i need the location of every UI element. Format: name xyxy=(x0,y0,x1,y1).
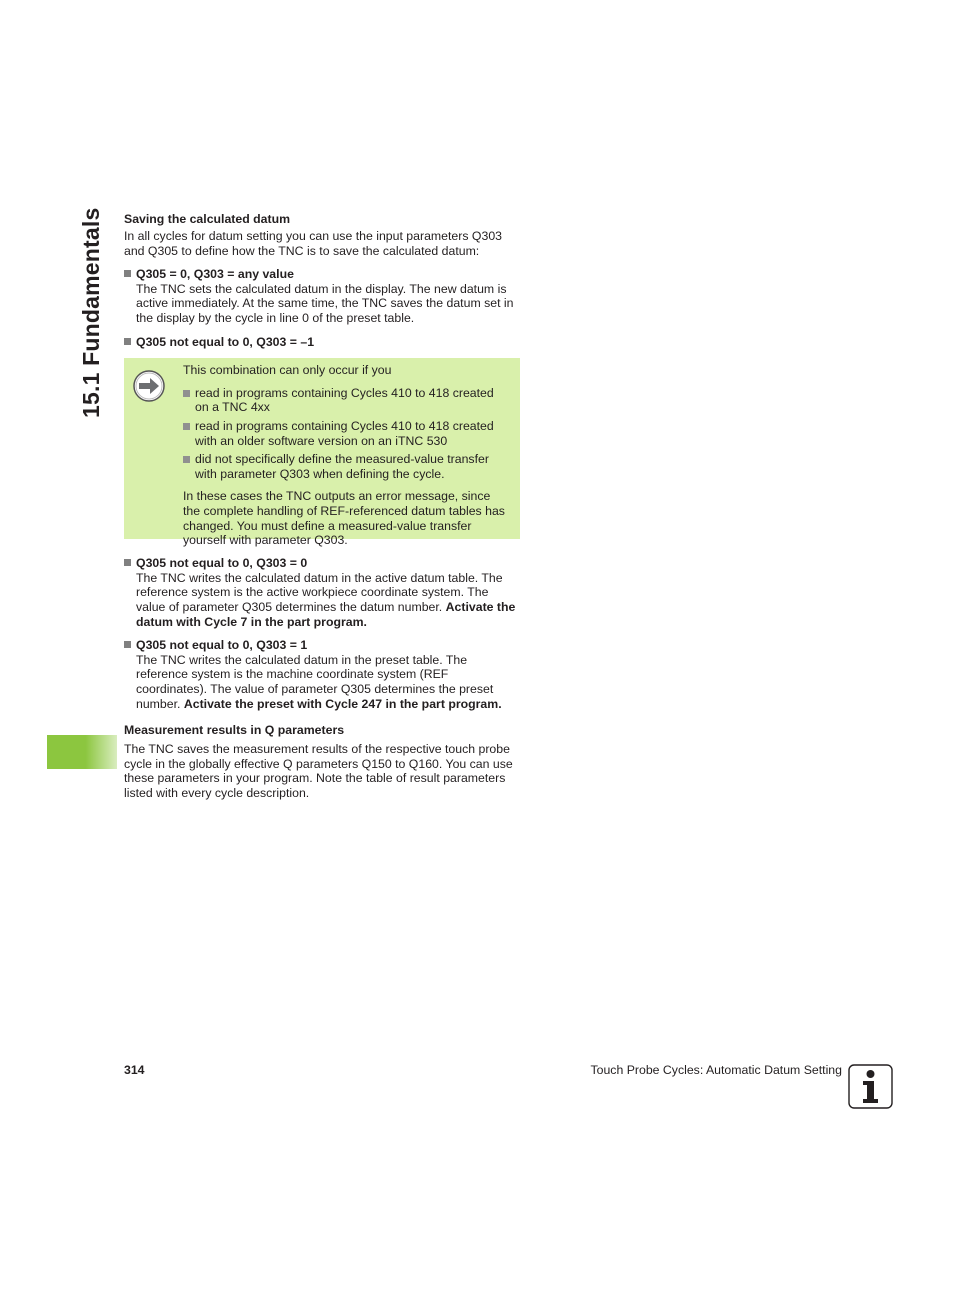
item-heading: Q305 = 0, Q303 = any value xyxy=(136,267,294,282)
list-item-q303-zero xyxy=(124,556,520,629)
note-lead: This combination can only occur if you xyxy=(183,363,392,378)
square-bullet-icon xyxy=(183,390,190,397)
square-bullet-icon xyxy=(183,423,190,430)
section-intro: In all cycles for datum setting you can use the input parameters Q303 and Q305 to define how the TNC is to save the calculated datum: xyxy=(124,229,502,258)
item-body-emphasis: Activate the datum with Cycle 7 in the part program. xyxy=(136,599,516,629)
item-body: The TNC writes the calculated datum in the preset table. The reference system is the machine coordinate system (REF coordinates). The value of parameter Q305 determines the preset number. Activate the preset with Cycle 247 in the part program. xyxy=(136,652,502,711)
square-bullet-icon xyxy=(183,456,190,463)
main-content xyxy=(124,212,520,800)
chapter-side-title: 15.1 Fundamentals xyxy=(78,207,104,418)
item-body: The TNC sets the calculated datum in the display. The new datum is active immediately. At the same time, the TNC saves the datum set in the display by the cycle in line 0 of the preset table. xyxy=(136,281,514,325)
note-box xyxy=(124,358,520,548)
page-number: 314 xyxy=(124,1063,145,1077)
item-heading: Q305 not equal to 0, Q303 = 1 xyxy=(136,638,308,653)
list-item-q303-minus-one xyxy=(124,335,520,350)
square-bullet-icon xyxy=(124,270,131,277)
section-body: The TNC saves the measurement results of the respective touch probe cycle in the globally effective Q parameters Q150 to Q160. You can use these parameters in your program. Note the table of result parameters listed with every cycle description. xyxy=(124,742,513,800)
square-bullet-icon xyxy=(124,641,131,648)
note-bullet-item: did not specifically define the measured-value transfer with parameter Q303 when defining the cycle. xyxy=(183,452,506,481)
arrow-right-icon xyxy=(133,370,165,402)
section-heading-saving-datum: Saving the calculated datum xyxy=(124,212,291,226)
section-measurement-results xyxy=(124,723,520,800)
item-heading: Q305 not equal to 0, Q303 = 0 xyxy=(136,556,308,571)
square-bullet-icon xyxy=(124,338,131,345)
chapter-tab-marker xyxy=(47,735,117,769)
square-bullet-icon xyxy=(124,559,131,566)
section-heading-measurement-results: Measurement results in Q parameters xyxy=(124,723,345,738)
list-item-q305-zero xyxy=(124,267,520,325)
note-bullet-item: read in programs containing Cycles 410 to 418 created on a TNC 4xx xyxy=(183,386,506,415)
info-icon xyxy=(848,1064,893,1109)
item-body-emphasis: Activate the preset with Cycle 247 in the part program. xyxy=(183,696,502,711)
item-body: The TNC writes the calculated datum in the active datum table. The reference system is the active workpiece coordinate system. The value of parameter Q305 determines the datum number. Activate the datum with Cycle 7 in the part program. xyxy=(136,570,516,629)
note-bullet-item: read in programs containing Cycles 410 to 418 created with an older software version on an iTNC 530 xyxy=(183,419,506,448)
item-heading: Q305 not equal to 0, Q303 = –1 xyxy=(136,334,315,349)
note-tail: In these cases the TNC outputs an error message, since the complete handling of REF-referenced datum tables has changed. You must define a measured-value transfer yourself with parameter Q303. xyxy=(183,489,505,548)
list-item-q303-one xyxy=(124,638,520,711)
footer-chapter-title: Touch Probe Cycles: Automatic Datum Setting xyxy=(590,1063,842,1077)
